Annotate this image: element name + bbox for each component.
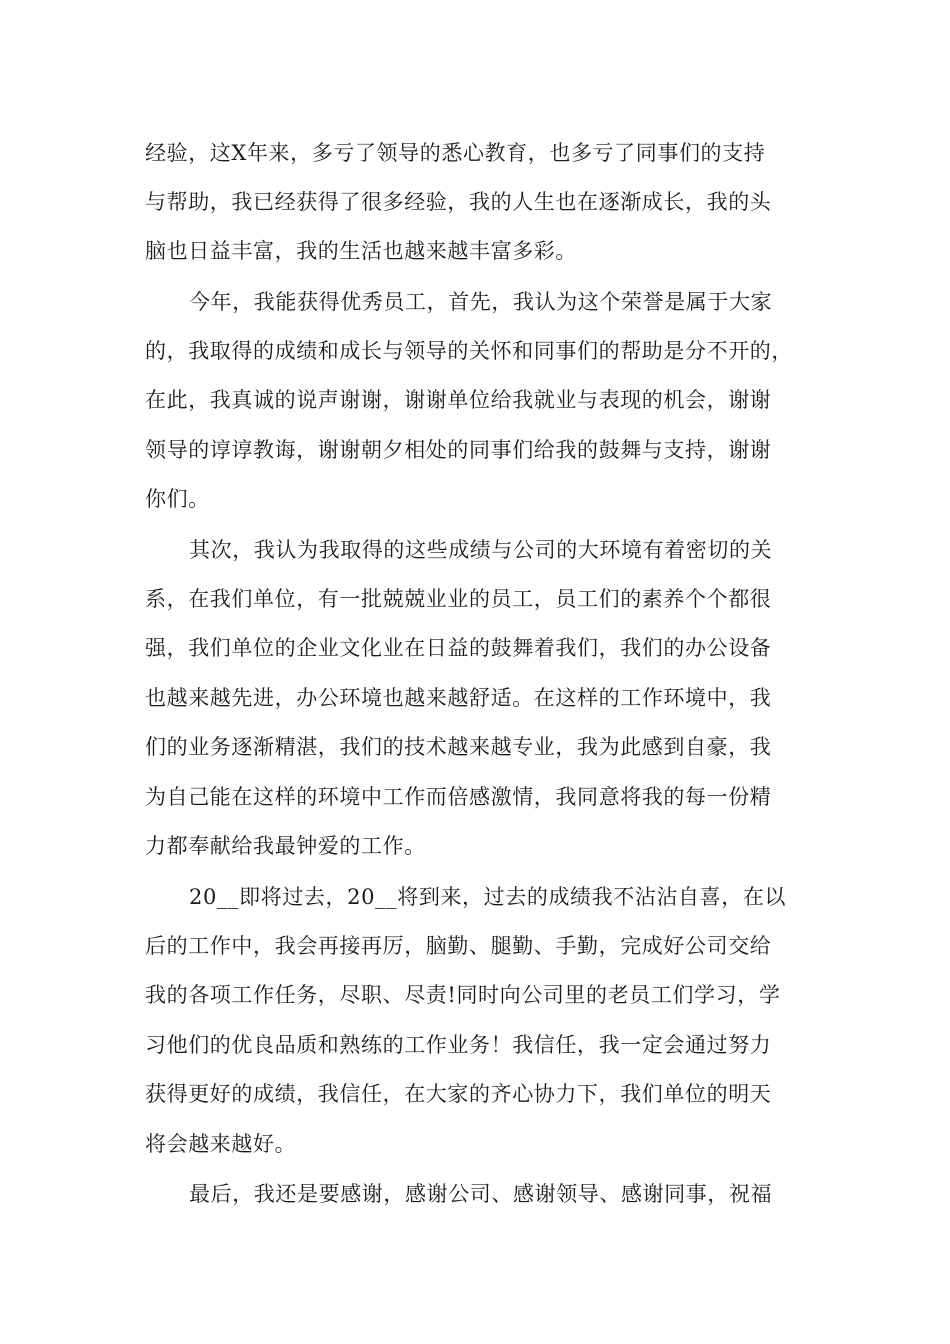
text-line: 为自己能在这样的环境中工作而倍感激情，我同意将我的每一份精: [145, 785, 772, 809]
text-line: 领导的谆谆教诲，谢谢朝夕相处的同事们给我的鼓舞与支持，谢谢: [145, 438, 772, 462]
paragraph-start-line: 20__即将过去，20__将到来，过去的成绩我不沾沾自喜，在以: [189, 885, 787, 909]
text-line: 强，我们单位的企业文化业在日益的鼓舞着我们，我们的办公设备: [145, 636, 772, 660]
text-line: 们的业务逐渐精湛，我们的技术越来越专业，我为此感到自豪，我: [145, 735, 772, 759]
text-line: 我的各项工作任务，尽职、尽责!同时向公司里的老员工们学习，学: [145, 983, 781, 1007]
text-line: 系，在我们单位，有一批兢兢业业的员工，员工们的素养个个都很: [145, 587, 772, 611]
text-line: 的，我取得的成绩和成长与领导的关怀和同事们的帮助是分不开的，: [145, 339, 793, 363]
text-line: 脑也日益丰富，我的生活也越来越丰富多彩。: [145, 239, 577, 263]
text-line: 在此，我真诚的说声谢谢，谢谢单位给我就业与表现的机会，谢谢: [145, 388, 772, 412]
text-line: 习他们的优良品质和熟练的工作业务！我信任，我一定会通过努力: [145, 1033, 772, 1057]
text-line: 也越来越先进，办公环境也越来越舒适。在这样的工作环境中，我: [145, 686, 772, 710]
text-line: 你们。: [145, 487, 210, 511]
text-line: 力都奉献给我最钟爱的工作。: [145, 834, 426, 858]
text-line: 经验，这X年来，多亏了领导的悉心教育，也多亏了同事们的支持: [145, 141, 766, 165]
paragraph-start-line: 最后，我还是要感谢，感谢公司、感谢领导、感谢同事，祝福: [189, 1182, 773, 1206]
text-line: 获得更好的成绩，我信任，在大家的齐心协力下，我们单位的明天: [145, 1082, 772, 1106]
paragraph-start-line: 其次，我认为我取得的这些成绩与公司的大环境有着密切的关: [189, 538, 773, 562]
text-line: 后的工作中，我会再接再厉，脑勤、腿勤、手勤，完成好公司交给: [145, 934, 772, 958]
paragraph-start-line: 今年，我能获得优秀员工，首先，我认为这个荣誉是属于大家: [189, 290, 773, 314]
text-line: 将会越来越好。: [145, 1132, 297, 1156]
text-line: 与帮助，我已经获得了很多经验，我的人生也在逐渐成长，我的头: [145, 190, 772, 214]
